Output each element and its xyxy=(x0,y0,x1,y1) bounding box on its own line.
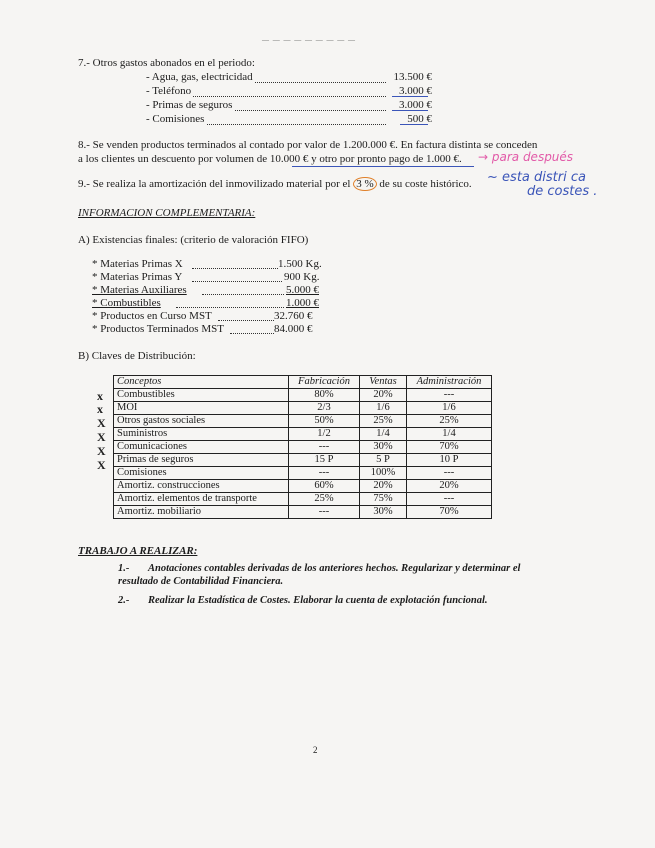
table-row: Amortiz. mobiliario --- 30% 70% xyxy=(114,506,492,519)
table-row: Primas de seguros 15 P 5 P 10 P xyxy=(114,454,492,467)
page-number: 2 xyxy=(313,745,318,755)
distribution-table xyxy=(113,375,492,519)
item9-text-after: de su coste histórico. xyxy=(379,178,472,190)
item9-text xyxy=(78,178,472,190)
squiggle-icon: ~ xyxy=(487,170,498,185)
pen-underline xyxy=(400,124,428,125)
col-header: Conceptos xyxy=(114,376,289,389)
handwritten-x-mark: X xyxy=(97,430,106,444)
handwritten-x-mark: x xyxy=(97,402,103,416)
table-row: MOI 2/3 1/6 1/6 xyxy=(114,402,492,415)
expense-label: - Primas de seguros xyxy=(146,99,233,111)
pen-underline xyxy=(292,166,474,167)
info-title: INFORMACION COMPLEMENTARIA: xyxy=(78,207,256,219)
item8-line1: 8.- Se venden productos terminados al contado por valor de 1.200.000 €. En factura distinta se conceden xyxy=(78,139,538,151)
handwritten-x-mark: x xyxy=(97,389,103,403)
table-header-row xyxy=(114,376,492,389)
handwritten-note-blue-2: de costes . xyxy=(527,184,598,199)
task2-line: Realizar la Estadística de Costes. Elaborar la cuenta de explotación funcional. xyxy=(148,595,488,606)
item9-text-before: 9.- Se realiza la amortización del inmovilizado material por el xyxy=(78,178,351,190)
header-fragment: — — — — — — — — — xyxy=(262,36,356,44)
pen-underline xyxy=(392,96,428,97)
col-header: Administración xyxy=(407,376,492,389)
expense-row xyxy=(146,85,432,99)
table-row: Combustibles 80% 20% --- xyxy=(114,389,492,402)
table-row: Comisiones --- 100% --- xyxy=(114,467,492,480)
stock-row: * Materias Primas X 1.500 Kg. xyxy=(92,258,322,270)
expense-row xyxy=(146,71,432,85)
expense-label: - Agua, gas, electricidad xyxy=(146,71,253,83)
table-row: Amortiz. elementos de transporte 25% 75% --- xyxy=(114,493,492,506)
expense-value: 500 € xyxy=(407,113,432,125)
table-row: Otros gastos sociales 50% 25% 25% xyxy=(114,415,492,428)
stock-row: * Productos Terminados MST 84.000 € xyxy=(92,323,313,335)
pen-underline xyxy=(392,110,428,111)
expense-label: - Teléfono xyxy=(146,85,192,97)
handwritten-note-pink: → para después xyxy=(478,150,574,164)
stock-row: * Materias Primas Y 900 Kg. xyxy=(92,271,320,283)
expense-value: 3.000 € xyxy=(399,85,432,97)
circled-percentage: 3 % xyxy=(353,177,376,191)
table-row: Comunicaciones --- 30% 70% xyxy=(114,441,492,454)
table-row: Suministros 1/2 1/4 1/4 xyxy=(114,428,492,441)
expense-row xyxy=(146,99,432,113)
expense-label: - Comisiones xyxy=(146,113,205,125)
handwritten-x-mark: X xyxy=(97,444,106,458)
expense-value: 13.500 € xyxy=(393,71,432,83)
task1-line2: resultado de Contabilidad Financiera. xyxy=(118,576,284,587)
work-title: TRABAJO A REALIZAR: xyxy=(78,545,198,557)
sectionB-title: B) Claves de Distribución: xyxy=(78,350,196,362)
expense-row xyxy=(146,113,432,127)
handwritten-x-mark: X xyxy=(97,416,106,430)
table-row: Amortiz. construcciones 60% 20% 20% xyxy=(114,480,492,493)
col-header: Fabricación xyxy=(289,376,360,389)
handwritten-x-mark: X xyxy=(97,458,106,472)
item7-title: 7.- Otros gastos abonados en el periodo: xyxy=(78,57,255,69)
expense-value: 3.000 € xyxy=(399,99,432,111)
stock-row: * Materias Auxiliares 5.000 € xyxy=(92,284,319,296)
col-header: Ventas xyxy=(360,376,407,389)
sectionA-title: A) Existencias finales: (criterio de valoración FIFO) xyxy=(78,234,309,246)
task1-number: 1.- xyxy=(118,563,130,574)
handwritten-note-blue-1: ~ esta distri ca xyxy=(487,170,586,185)
stock-row: * Combustibles 1.000 € xyxy=(92,297,319,309)
task2-number: 2.- xyxy=(118,595,130,606)
task1-line1: Anotaciones contables derivadas de los anteriores hechos. Regularizar y determinar el xyxy=(148,563,521,574)
item8-line2: a los clientes un descuento por volumen de 10.000 € y otro por pronto pago de 1.000 €. xyxy=(78,153,462,165)
stock-row: * Productos en Curso MST 32.760 € xyxy=(92,310,313,322)
